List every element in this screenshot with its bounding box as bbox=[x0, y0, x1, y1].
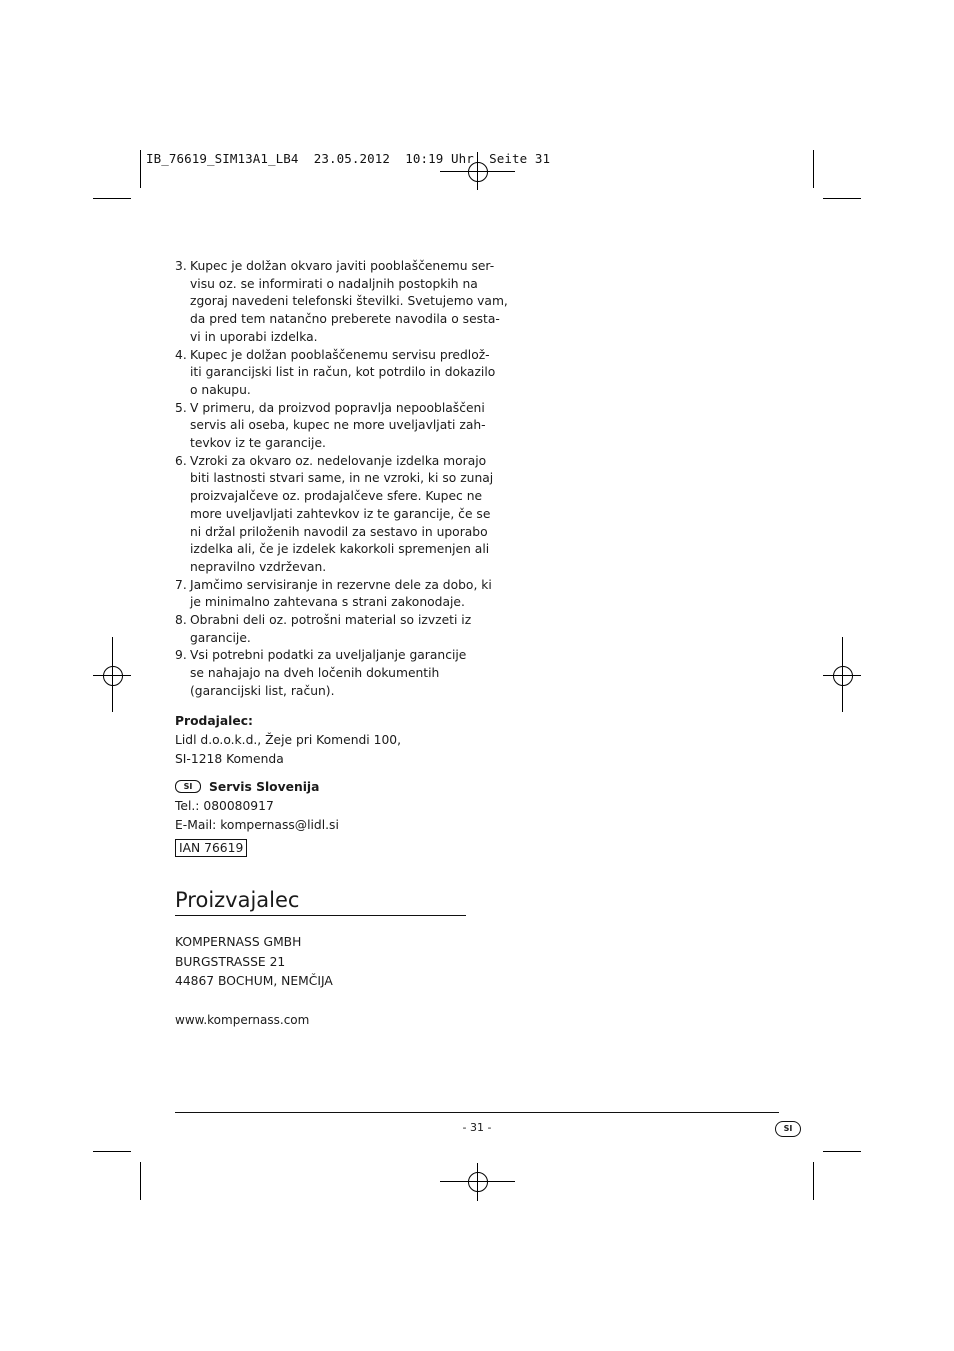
term-number: 9. bbox=[175, 648, 187, 663]
term-text-line: Vsi potrebni podatki za uveljaljanje garancije bbox=[190, 648, 467, 663]
crop-mark bbox=[813, 150, 814, 188]
address-line: KOMPERNASS GMBH bbox=[175, 935, 302, 949]
term-text-line: iti garancijski list in račun, kot potrdilo in dokazilo bbox=[190, 365, 496, 380]
warranty-term bbox=[175, 400, 486, 453]
warranty-term bbox=[175, 453, 494, 577]
term-text-line: (garancijski list, račun). bbox=[190, 683, 335, 698]
term-text-line: o nakupu. bbox=[190, 382, 251, 397]
warranty-term bbox=[175, 258, 508, 347]
term-text-line: more uveljavljati zahtevkov iz te garancije, če se bbox=[190, 506, 491, 521]
term-text-line: zgoraj navedeni telefonski številki. Svetujemo vam, bbox=[190, 294, 508, 309]
manufacturer-website[interactable]: www.kompernass.com bbox=[175, 1013, 310, 1027]
warranty-term bbox=[175, 347, 496, 400]
term-text-line: visu oz. se informirati o nadaljnih postopkih na bbox=[190, 276, 478, 291]
term-text-line: Jamčimo servisiranje in rezervne dele za dobo, ki bbox=[190, 577, 492, 592]
term-number: 6. bbox=[175, 453, 187, 468]
term-text-line: ni držal priloženih navodil za sestavo in uporabo bbox=[190, 524, 488, 539]
crop-mark bbox=[813, 1162, 814, 1200]
seller-label: Prodajalec: bbox=[175, 713, 253, 728]
service-email: E-Mail: kompernass@lidl.si bbox=[175, 817, 339, 832]
term-text-line: je minimalno zahtevana s strani zakonodaje. bbox=[190, 595, 465, 610]
crop-mark bbox=[823, 1151, 861, 1152]
term-number: 4. bbox=[175, 347, 187, 362]
warranty-term bbox=[175, 647, 475, 700]
address-line: BURGSTRASSE 21 bbox=[175, 954, 286, 969]
term-text-line: se nahajajo na dveh ločenih dokumentih bbox=[190, 666, 440, 681]
term-text-line: Kupec je dolžan okvaro javiti pooblaščenemu ser- bbox=[190, 259, 495, 273]
crop-mark bbox=[140, 150, 141, 188]
term-text-line: garancije. bbox=[190, 630, 251, 645]
term-text-line: biti lastnosti stvari same, in ne vzroki, ki so zunaj bbox=[190, 471, 494, 486]
term-number: 5. bbox=[175, 400, 187, 415]
term-text-line: V primeru, da proizvod popravlja nepooblaščeni bbox=[190, 400, 485, 415]
footer-divider bbox=[175, 1112, 779, 1113]
page-number: - 31 - bbox=[462, 1121, 492, 1134]
manufacturer-address bbox=[175, 933, 333, 992]
term-text-line: tevkov iz te garancije. bbox=[190, 436, 326, 451]
manufacturer-heading: Proizvajalec bbox=[175, 886, 466, 916]
term-number: 7. bbox=[175, 577, 187, 592]
term-text-line: da pred tem natančno preberete navodila o sesta- bbox=[190, 312, 500, 327]
term-number: 3. bbox=[175, 259, 187, 273]
term-text-line: Vzroki za okvaro oz. nedelovanje izdelka morajo bbox=[190, 453, 487, 468]
ian-box: IAN 76619 bbox=[175, 839, 247, 857]
term-text-line: Obrabni deli oz. potrošni material so izvzeti iz bbox=[190, 613, 472, 628]
service-tel: Tel.: 080080917 bbox=[175, 798, 274, 813]
print-header-stamp: IB_76619_SIM13A1_LB4 23.05.2012 10:19 Uhr Seite 31 bbox=[146, 151, 551, 166]
term-text-line: servis ali oseba, kupec ne more uveljavljati zah- bbox=[190, 418, 486, 433]
country-badge: SI bbox=[775, 1121, 801, 1137]
warranty-term bbox=[175, 612, 475, 647]
registration-circle bbox=[468, 1172, 488, 1192]
warranty-column bbox=[175, 258, 508, 858]
term-text-line: vi in uporabi izdelka. bbox=[190, 329, 318, 344]
crop-mark bbox=[140, 1162, 141, 1200]
service-name: Servis Slovenija bbox=[209, 779, 320, 794]
seller-block bbox=[175, 712, 475, 769]
registration-circle bbox=[833, 666, 853, 686]
service-block bbox=[175, 778, 475, 858]
crop-mark bbox=[823, 198, 861, 199]
term-text-line: proizvajalčeve oz. prodajalčeve sfere. Kupec ne bbox=[190, 489, 483, 504]
term-text-line: Kupec je dolžan pooblaščenemu servisu predlož- bbox=[190, 347, 490, 362]
crop-mark bbox=[93, 1151, 131, 1152]
warranty-term bbox=[175, 577, 492, 612]
term-number: 8. bbox=[175, 613, 187, 628]
warranty-terms-list bbox=[175, 258, 508, 701]
address-line: 44867 BOCHUM, NEMČIJA bbox=[175, 974, 333, 988]
registration-circle bbox=[103, 666, 123, 686]
country-badge: SI bbox=[175, 780, 201, 793]
crop-mark bbox=[93, 198, 131, 199]
term-text-line: izdelka ali, če je izdelek kakorkoli spremenjen ali bbox=[190, 542, 490, 557]
term-text-line: nepravilno vzdrževan. bbox=[190, 559, 327, 574]
seller-line: SI-1218 Komenda bbox=[175, 751, 284, 766]
seller-line: Lidl d.o.o.k.d., Žeje pri Komendi 100, bbox=[175, 732, 401, 747]
